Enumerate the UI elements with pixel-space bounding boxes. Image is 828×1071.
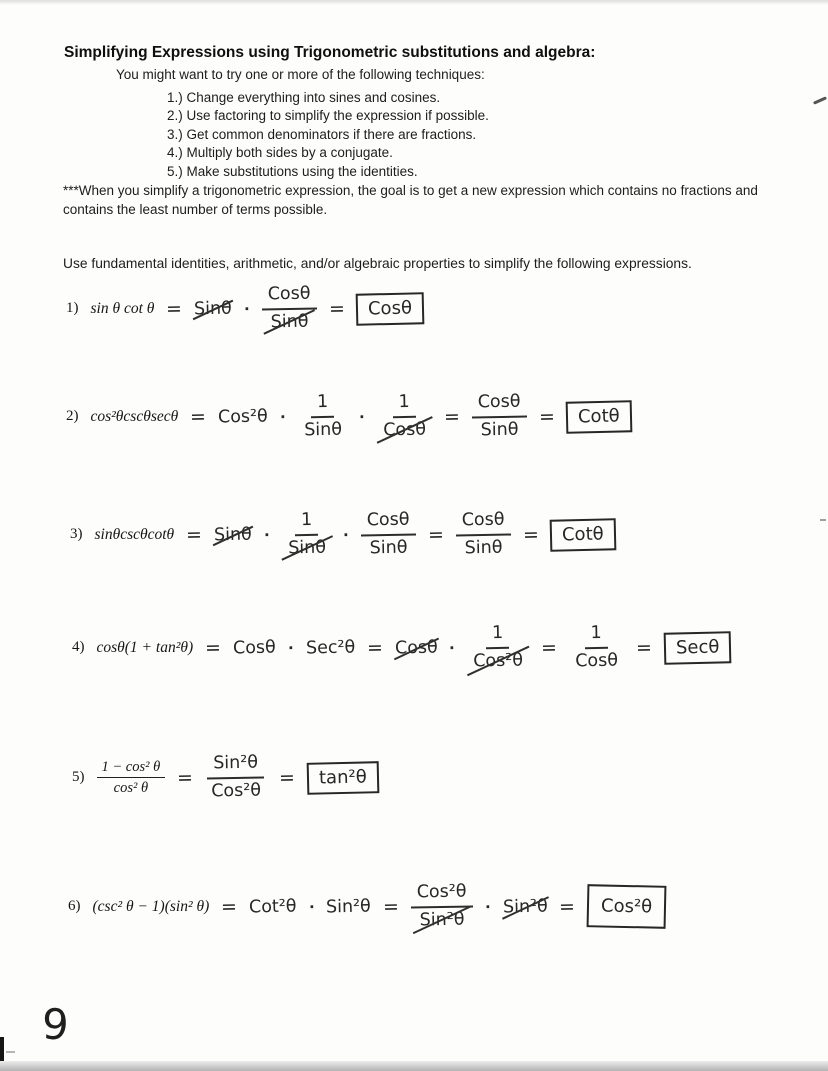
intro-line: You might want to try one or more of the following techniques: (116, 67, 485, 82)
problem-2-fraction-1-denominator: Sinθ (303, 419, 342, 441)
multiplication-dot: · (279, 407, 286, 426)
equals-sign: = (635, 636, 652, 660)
problem-2-hw-fraction-2 (377, 392, 433, 443)
problem-6-printed-expression: (csc² θ − 1)(sin² θ) (92, 897, 210, 915)
problem-2-fraction-3-denominator: Sinθ (480, 419, 519, 441)
problem-3-fraction-2-denominator: Sinθ (369, 537, 408, 559)
problem-3-hw-term-cancelled: Sinθ (213, 524, 253, 546)
page-title: Simplifying Expressions using Trigonometric substitutions and algebra: (64, 44, 596, 61)
problem-4-hw-fraction-2 (568, 623, 624, 674)
problem-5-printed-denominator: cos² θ (113, 780, 149, 797)
problem-3 (70, 510, 616, 560)
problem-6-hw-term-2: Sin²θ (326, 896, 372, 918)
problem-2-label: 2) (66, 408, 79, 425)
multiplication-dot: · (243, 299, 250, 318)
problem-4-hw-term-2: Sec²θ (305, 637, 355, 659)
problem-5-printed-fraction (97, 758, 166, 797)
equals-sign: = (204, 636, 222, 660)
techniques-list (167, 89, 489, 181)
problem-4-fraction-2-denominator: Cosθ (574, 650, 618, 672)
problem-3-fraction-3-numerator: Cosθ (455, 510, 510, 537)
problem-1-answer-box: Cosθ (356, 292, 425, 326)
multiplication-dot: · (287, 638, 294, 657)
problem-2-fraction-2-denominator-cancelled: Cosθ (377, 417, 432, 442)
problem-1 (66, 284, 424, 334)
equals-sign: = (176, 766, 194, 790)
problem-4-hw-term-1: Cosθ (232, 637, 277, 659)
problem-2-fraction-2-numerator: 1 (392, 392, 416, 418)
problem-3-fraction-3-denominator: Sinθ (464, 537, 503, 559)
problem-1-label: 1) (66, 300, 79, 317)
equals-sign: = (190, 405, 207, 429)
problem-3-hw-fraction-1 (281, 510, 332, 561)
equals-sign: = (328, 297, 345, 321)
multiplication-dot: · (449, 638, 456, 657)
problem-2-answer-box: Cotθ (566, 400, 632, 433)
problem-2-hw-fraction-3 (471, 392, 527, 443)
problem-2-hw-fraction-1 (297, 392, 348, 443)
problem-4-hw-fraction-1 (467, 622, 530, 673)
problem-5-fraction-denominator: Cos²θ (211, 780, 262, 802)
equals-sign: = (538, 405, 555, 429)
problem-4-hw-term-3-cancelled: Cosθ (394, 637, 438, 659)
multiplication-dot: · (263, 525, 270, 544)
problem-2-printed-expression: cos²θcscθsecθ (90, 407, 179, 425)
problem-3-fraction-1-denominator-cancelled: Sinθ (282, 535, 332, 560)
problem-3-fraction-2-numerator: Cosθ (361, 510, 416, 537)
stray-mark-right (820, 519, 826, 521)
problem-2-fraction-3-numerator: Cosθ (471, 392, 526, 419)
goal-note: ***When you simplify a trigonometric expression, the goal is to get a new expression which contains no fractions and contains the least number of terms possible. (63, 183, 758, 217)
equals-sign: = (366, 636, 383, 660)
problem-3-hw-fraction-2 (361, 510, 417, 561)
multiplication-dot: · (308, 897, 315, 916)
problem-4-fraction-1-numerator: 1 (486, 623, 510, 649)
equals-sign: = (185, 523, 203, 547)
equals-sign: = (278, 766, 296, 790)
scan-top-edge (0, 0, 828, 5)
multiplication-dot: · (343, 525, 350, 544)
problem-1-fraction-denominator-cancelled: Sinθ (264, 309, 314, 334)
problem-6 (68, 882, 667, 932)
handwritten-page-number: 9 (41, 999, 70, 1050)
problem-2 (66, 392, 632, 442)
problem-6-hw-fraction (411, 881, 474, 932)
scan-bottom-edge (0, 1061, 828, 1071)
problem-4 (72, 623, 731, 673)
problem-6-fraction-numerator: Cos²θ (411, 881, 473, 908)
equals-sign: = (221, 895, 238, 919)
problem-1-printed-expression: sin θ cot θ (90, 299, 155, 317)
problem-5-fraction-numerator: Sin²θ (207, 753, 264, 780)
problem-1-fraction-numerator: Cosθ (261, 284, 316, 311)
equals-sign: = (522, 523, 539, 547)
technique-item-2: 2.) Use factoring to simplify the expression if possible. (167, 108, 489, 124)
problem-1-hw-term-cancelled: Sinθ (194, 298, 233, 320)
problem-6-hw-term-1: Cot²θ (248, 896, 297, 918)
equals-sign: = (559, 895, 576, 919)
problem-3-label: 3) (70, 526, 83, 543)
problem-5-answer-box: tan²θ (306, 761, 378, 795)
problem-3-answer-box: Cotθ (550, 518, 616, 551)
equals-sign: = (427, 523, 444, 547)
technique-item-5: 5.) Make substitutions using the identities. (167, 163, 418, 179)
problem-6-fraction-denominator-cancelled: Sin²θ (414, 907, 471, 932)
technique-item-3: 3.) Get common denominators if there are fractions. (167, 126, 477, 142)
multiplication-dot: · (359, 407, 366, 426)
problem-5 (72, 753, 379, 803)
stray-pen-mark-top-right (813, 96, 827, 104)
problem-4-fraction-1-denominator-cancelled: Cos²θ (467, 648, 529, 673)
scan-artifact-left-line (0, 1037, 4, 1063)
problem-5-hw-fraction (205, 752, 268, 803)
equals-sign: = (166, 297, 183, 321)
problem-5-printed-numerator: 1 − cos² θ (97, 758, 166, 778)
problem-4-fraction-2-numerator: 1 (584, 623, 608, 649)
equals-sign: = (382, 895, 400, 919)
stray-mark-bottom-left (6, 1051, 15, 1053)
problem-2-hw-term: Cos²θ (217, 406, 269, 428)
problem-6-answer-box: Cos²θ (587, 885, 667, 930)
technique-item-1: 1.) Change everything into sines and cosines. (167, 90, 441, 105)
technique-item-4: 4.) Multiply both sides by a conjugate. (167, 145, 393, 161)
problem-5-label: 5) (72, 769, 85, 786)
multiplication-dot: · (484, 897, 491, 916)
problem-6-hw-term-3-cancelled: Sin²θ (502, 896, 548, 918)
problem-3-hw-fraction-3 (455, 510, 511, 561)
problem-3-printed-expression: sinθcscθcotθ (94, 525, 175, 543)
problem-3-fraction-1-numerator: 1 (294, 510, 318, 536)
problem-2-fraction-1-numerator: 1 (311, 392, 335, 418)
problem-4-label: 4) (72, 639, 85, 656)
instruction-line: Use fundamental identities, arithmetic, and/or algebraic properties to simplify the following expressions. (63, 256, 692, 271)
equals-sign: = (443, 405, 461, 429)
equals-sign: = (540, 636, 558, 660)
problem-4-printed-expression: cosθ(1 + tan²θ) (96, 638, 194, 656)
problem-4-answer-box: Secθ (663, 631, 731, 665)
problem-1-hw-fraction (261, 284, 317, 335)
problem-6-label: 6) (68, 898, 81, 915)
